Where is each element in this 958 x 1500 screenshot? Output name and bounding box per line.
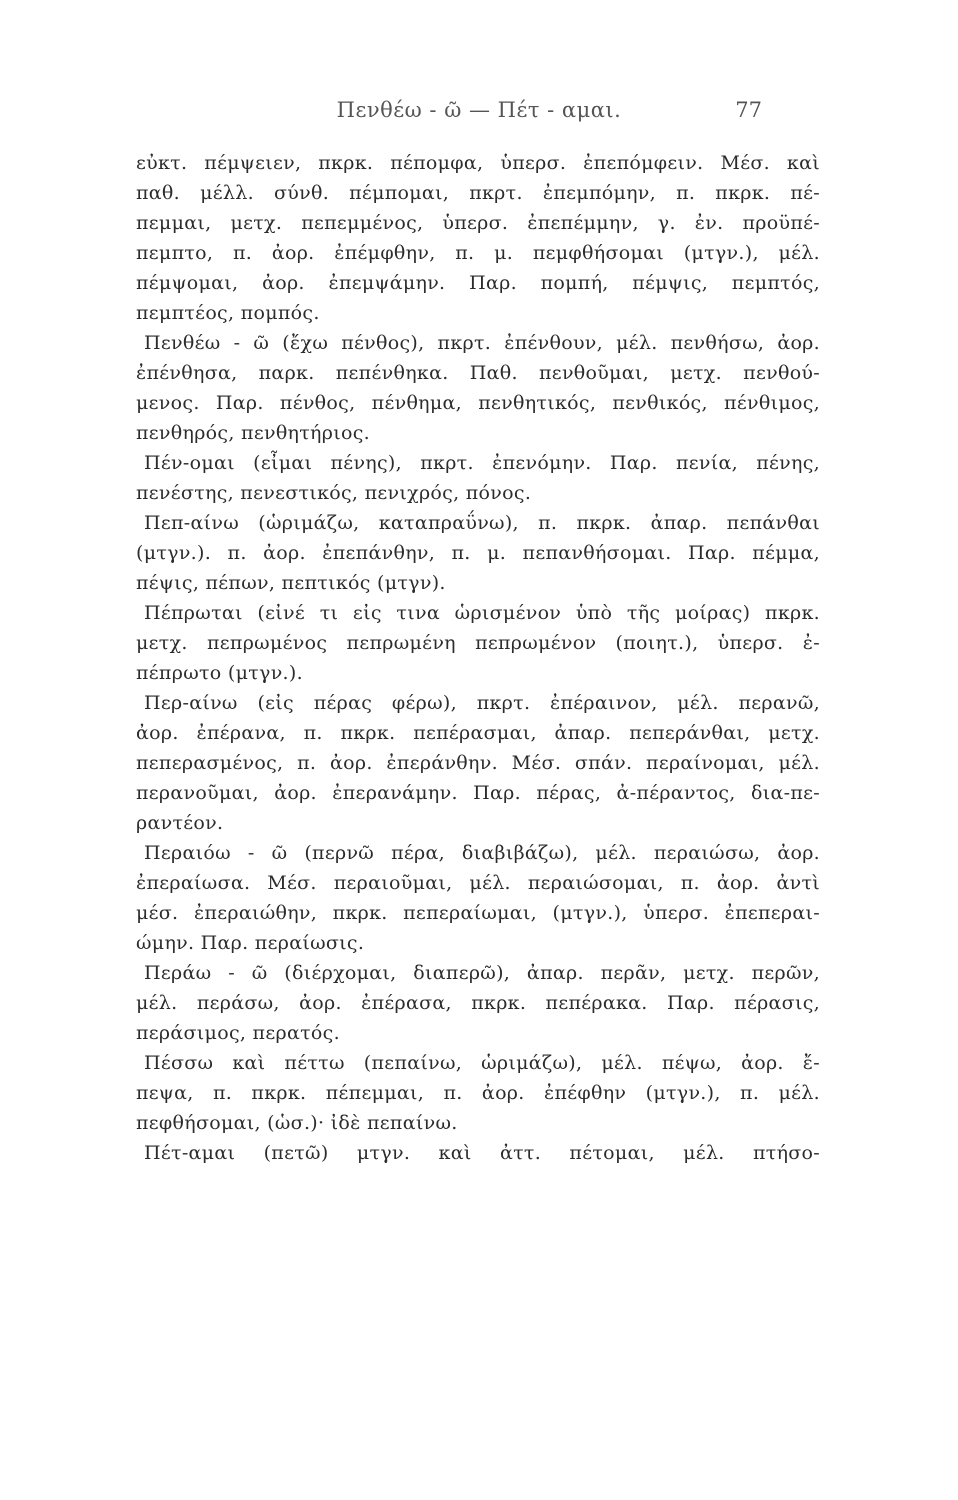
text-line: πεφθήσομαι, (ὡσ.)· ἰδὲ πεπαίνω. [136,1112,458,1134]
text-line: πεπερασμένος, π. ἀορ. ἐπεράνθην. Μέσ. σπάν. περαίνομαι, μέλ. [136,752,820,774]
text-line: μετχ. πεπρωμένος πεπρωμένη πεπρωμένον (ποιητ.), ὑπερσ. ἐ- [136,632,820,654]
text-line: (μτγν.). π. ἀορ. ἐπεπάνθην, π. μ. πεπανθήσομαι. Παρ. πέμμα, [136,542,820,564]
entry-line: Πεπ-αίνω (ὡριμάζω, καταπραΰνω), π. πκρκ. ἀπαρ. πεπάνθαι [144,512,820,534]
text-line: πεψα, π. πκρκ. πέπεμμαι, π. ἀορ. ἐπέφθην (μτγν.), π. μέλ. [136,1082,820,1104]
text-line: μέσ. ἐπεραιώθην, πκρκ. πεπεραίωμαι, (μτγν.), ὑπερσ. ἐπεπεραι- [136,902,820,924]
text-line: πενθηρός, πενθητήριος. [136,422,370,444]
page-number: 77 [735,98,762,122]
dictionary-body [136,148,820,1168]
entry-line: Πέπρωται (εἰνέ τι εἰς τινα ὡρισμένον ὑπὸ τῆς μοίρας) πκρκ. [144,602,820,624]
entry-line: Πέν-ομαι (εἶμαι πένης), πκρτ. ἐπενόμην. Παρ. πενία, πένης, [144,452,820,474]
text-line: πέψις, πέπων, πεπτικός (μτγν). [136,572,446,594]
text-line: πέμψομαι, ἀορ. ἐπεμψάμην. Παρ. πομπή, πέμψις, πεμπτός, [136,272,820,294]
entry-line: Περάω - ῶ (διέρχομαι, διαπερῶ), ἀπαρ. περᾶν, μετχ. περῶν, [144,962,820,984]
text-line: περανοῦμαι, ἀορ. ἐπερανάμην. Παρ. πέρας, ἀ-πέραντος, δια-πε- [136,782,820,804]
entry-line: Πέτ-αμαι (πετῶ) μτγν. καὶ ἀττ. πέτομαι, μέλ. πτήσο- [144,1142,820,1164]
entry-line: Περ-αίνω (εἰς πέρας φέρω), πκρτ. ἐπέραινον, μέλ. περανῶ, [144,692,820,714]
text-line: ἐπένθησα, παρκ. πεπένθηκα. Παθ. πενθοῦμαι, μετχ. πενθού- [136,362,820,384]
text-line: ἐπεραίωσα. Μέσ. περαιοῦμαι, μέλ. περαιώσομαι, π. ἀορ. ἀντὶ [136,872,820,894]
entry-line: Περαιόω - ῶ (περνῶ πέρα, διαβιβάζω), μέλ. περαιώσω, ἀορ. [144,842,820,864]
text-line: παθ. μέλλ. σύνθ. πέμπομαι, πκρτ. ἐπεμπόμην, π. πκρκ. πέ- [136,182,820,204]
text-line: εὐκτ. πέμψειεν, πκρκ. πέπομφα, ὑπερσ. ἐπεπόμφειν. Μέσ. καὶ [136,152,820,174]
text-line: μέλ. περάσω, ἀορ. ἐπέρασα, πκρκ. πεπέρακα. Παρ. πέρασις, [136,992,820,1014]
text-line: πεμπτέος, πομπός. [136,302,320,324]
text-line: μενος. Παρ. πένθος, πένθημα, πενθητικός, πενθικός, πένθιμος, [136,392,820,414]
entry-line: Πενθέω - ῶ (ἔχω πένθος), πκρτ. ἐπένθουν, μέλ. πενθήσω, ἀορ. [144,332,820,354]
entry-line: Πέσσω καὶ πέττω (πεπαίνω, ὡριμάζω), μέλ. πέψω, ἀορ. ἔ- [144,1052,820,1074]
text-line: περάσιμος, περατός. [136,1022,340,1044]
text-line: πενέστης, πενεστικός, πενιχρός, πόνος. [136,482,532,504]
text-line: πεμπτο, π. ἀορ. ἐπέμφθην, π. μ. πεμφθήσομαι (μτγν.), μέλ. [136,242,820,264]
page-header [0,94,958,128]
text-line: πεμμαι, μετχ. πεπεμμένος, ὑπερσ. ἐπεπέμμην, γ. ἐν. προϋπέ- [136,212,820,234]
text-line: πέπρωτο (μτγν.). [136,662,303,684]
text-line: ώμην. Παρ. περαίωσις. [136,932,365,954]
running-head: Πενθέω - ῶ — Πέτ - αμαι. [336,98,622,122]
text-line: ἀορ. ἐπέρανα, π. πκρκ. πεπέρασμαι, ἀπαρ. πεπεράνθαι, μετχ. [136,722,820,744]
text-line: ραντέον. [136,812,224,834]
